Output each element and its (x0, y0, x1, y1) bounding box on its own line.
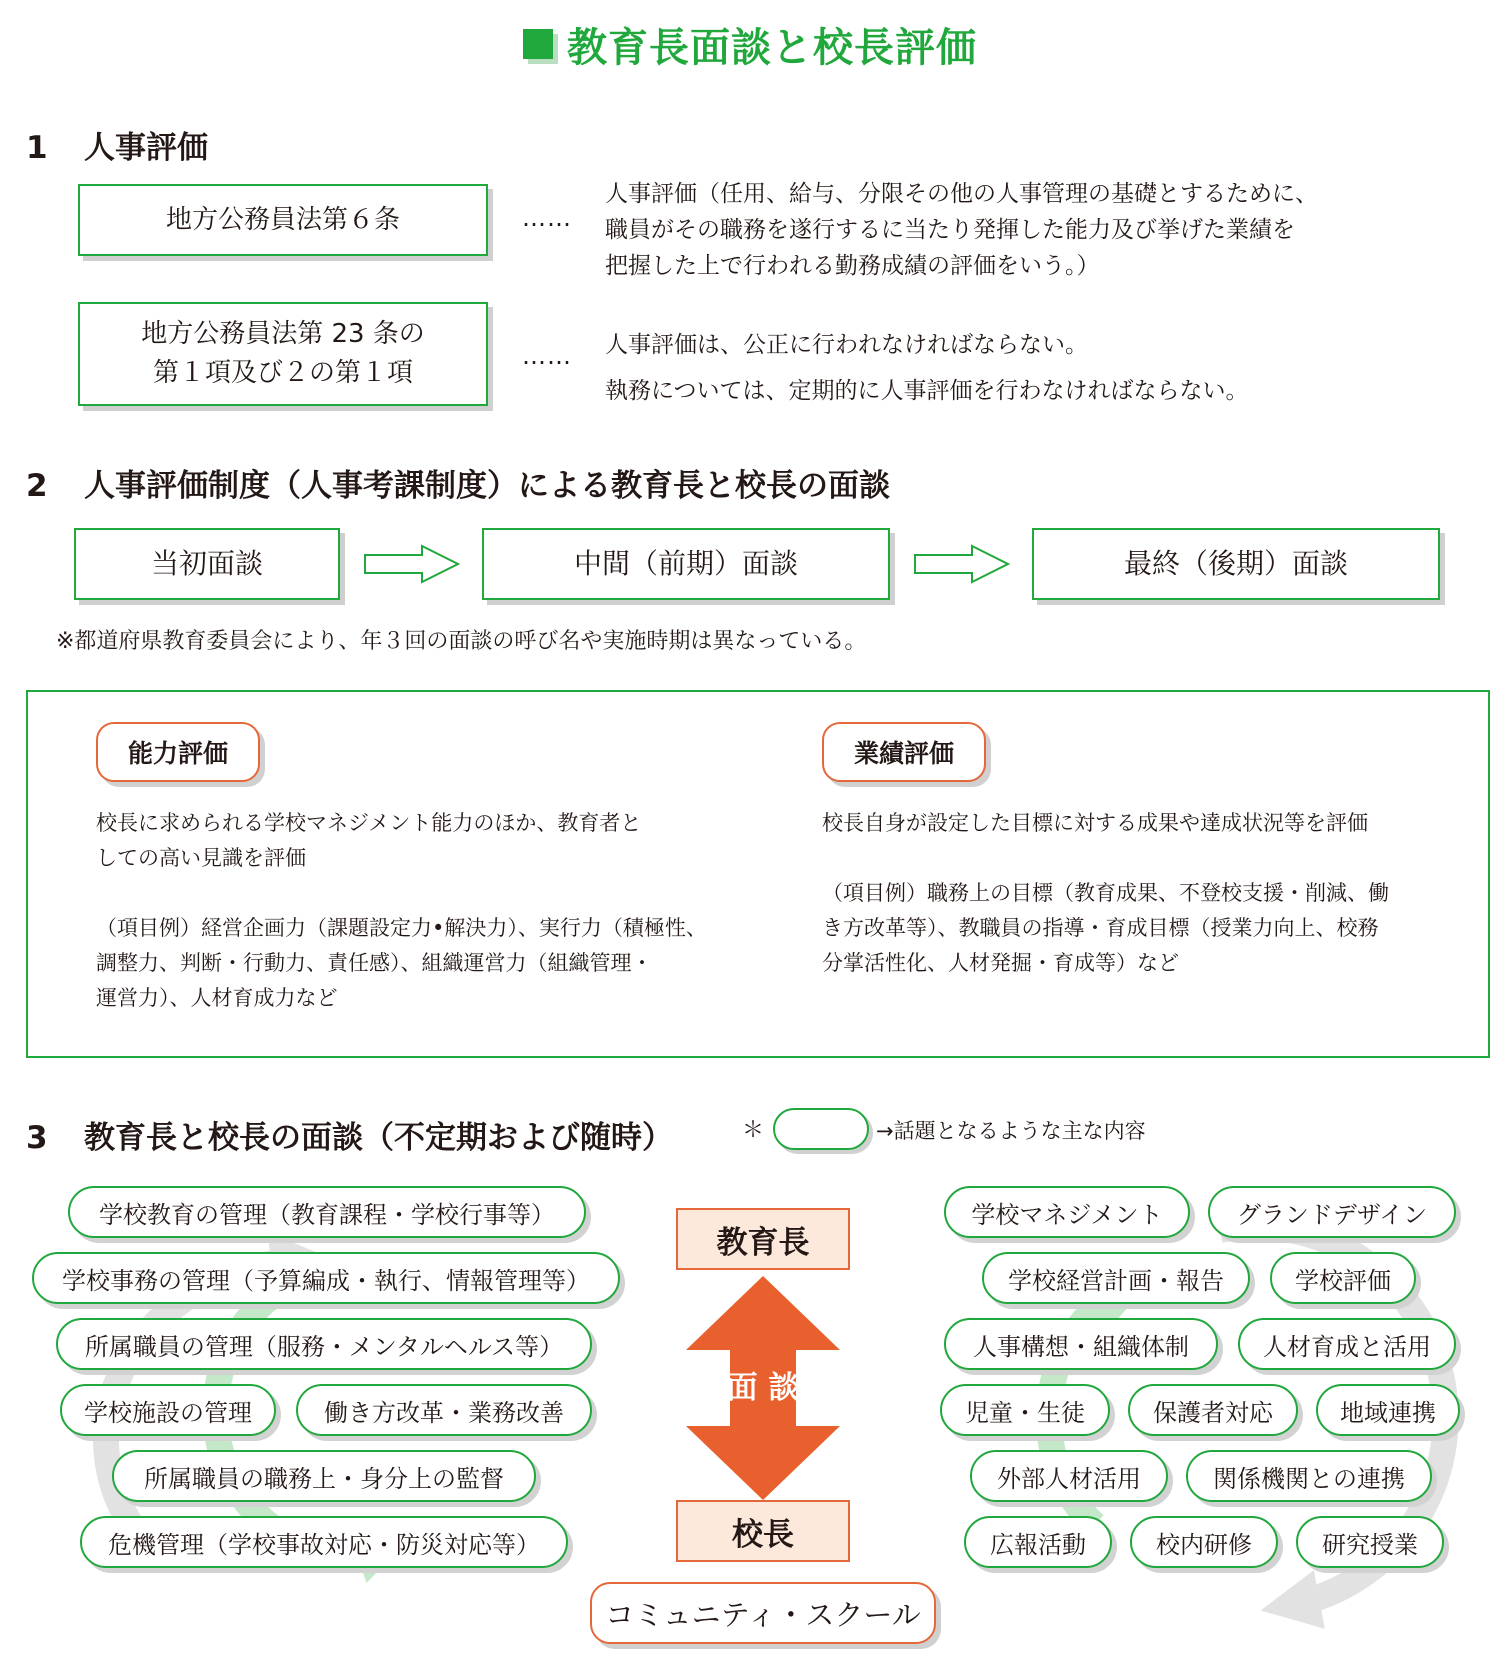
topic-pill: 危機管理（学校事故対応・防災対応等） (80, 1516, 568, 1568)
topic-pill: 関係機関との連携 (1186, 1450, 1432, 1502)
topic-pill: 学校教育の管理（教育課程・学校行事等） (68, 1186, 586, 1238)
topic-pill: 校内研修 (1130, 1516, 1278, 1568)
ability-evaluation-label: 能力評価 (96, 722, 260, 782)
performance-line: き方改革等）、教職員の指導・育成目標（授業力向上、校務 (822, 916, 1379, 940)
principal-tag: 校長 (676, 1500, 850, 1562)
performance-line: 校長自身が設定した目標に対する成果や達成状況等を評価 (822, 811, 1368, 835)
topic-pill: 所属職員の管理（服務・メンタルヘルス等） (56, 1318, 592, 1370)
topic-pill: 外部人材活用 (970, 1450, 1168, 1502)
ability-line: 校長に求められる学校マネジメント能力のほか、教育者と (96, 811, 642, 835)
topic-pill: 学校評価 (1270, 1252, 1416, 1304)
desc-line: 職員がその職務を遂行するに当たり発揮した能力及び挙げた業績を (605, 217, 1295, 243)
ability-line: （項目例）経営企画力（課題設定力•解決力）、実行力（積極性、 (96, 916, 707, 940)
law-article23-line: 地方公務員法第 23 条の (141, 319, 425, 349)
flow-middle-label: 中間（前期）面談 (573, 547, 798, 580)
section3-title: 教育長と校長の面談（不定期および随時） (84, 1120, 673, 1156)
ability-line: しての高い見識を評価 (96, 846, 306, 870)
desc-line: 人事評価（任用、給与、分限その他の人事管理の基礎とするために、 (605, 181, 1318, 207)
topic-pill: 人事構想・組織体制 (944, 1318, 1218, 1370)
topic-pill: グランドデザイン (1208, 1186, 1456, 1238)
desc-line: 把握した上で行われる勤務成績の評価をいう。） (605, 253, 1100, 279)
topic-pill: 保護者対応 (1128, 1384, 1298, 1436)
flow-final-label: 最終（後期）面談 (1123, 547, 1348, 580)
flow-initial-label: 当初面談 (150, 547, 263, 580)
ability-line: 調整力、判断・行動力、責任感）、組織運営力（組織管理・ (96, 951, 653, 975)
section2-note: ※都道府県教育委員会により、年３回の面談の呼び名や実施時期は異なっている。 (56, 629, 867, 654)
legend-star: ＊ (742, 1118, 765, 1143)
topic-pill: 学校施設の管理 (60, 1384, 276, 1436)
topic-pill: 研究授業 (1296, 1516, 1444, 1568)
topic-pill: 人材育成と活用 (1238, 1318, 1456, 1370)
topic-pill: 働き方改革・業務改善 (296, 1384, 592, 1436)
topic-pill: 学校経営計画・報告 (982, 1252, 1250, 1304)
section3-number: 3 (26, 1120, 48, 1156)
desc-line: 人事評価は、公正に行われなければならない。 (605, 332, 1088, 358)
topic-pill: 学校事務の管理（予算編成・執行、情報管理等） (32, 1252, 620, 1304)
title-text: 教育長面談と校長評価 (567, 24, 977, 71)
law-article6-line: 地方公務員法第６条 (165, 204, 400, 235)
law-article23-line: 第１項及び２の第１項 (152, 358, 413, 388)
ability-line: 運営力）、人材育成力など (96, 986, 338, 1010)
interview-label: 面 談 (726, 1370, 800, 1406)
topic-pill: 学校マネジメント (944, 1186, 1190, 1238)
section1-title: 人事評価 (84, 130, 208, 166)
performance-line: 分掌活性化、人材発掘・育成等）など (822, 951, 1179, 975)
dots-leader: …… (522, 204, 572, 232)
legend-text: →話題となるような主な内容 (876, 1119, 1146, 1143)
topic-pill: 広報活動 (964, 1516, 1112, 1568)
performance-line: （項目例）職務上の目標（教育成果、不登校支援・削減、働 (822, 881, 1389, 905)
section2-number: 2 (26, 468, 48, 504)
desc-line: 執務については、定期的に人事評価を行わなければならない。 (605, 378, 1249, 404)
superintendent-tag: 教育長 (676, 1208, 850, 1270)
community-school-box: コミュニティ・スクール (590, 1582, 936, 1644)
section1-number: 1 (26, 130, 48, 166)
section2-title: 人事評価制度（人事考課制度）による教育長と校長の面談 (84, 468, 890, 504)
topic-pill: 地域連携 (1316, 1384, 1460, 1436)
topic-pill: 児童・生徒 (940, 1384, 1110, 1436)
performance-evaluation-label: 業績評価 (822, 722, 986, 782)
dots-leader: …… (522, 342, 572, 370)
topic-pill: 所属職員の職務上・身分上の監督 (112, 1450, 536, 1502)
